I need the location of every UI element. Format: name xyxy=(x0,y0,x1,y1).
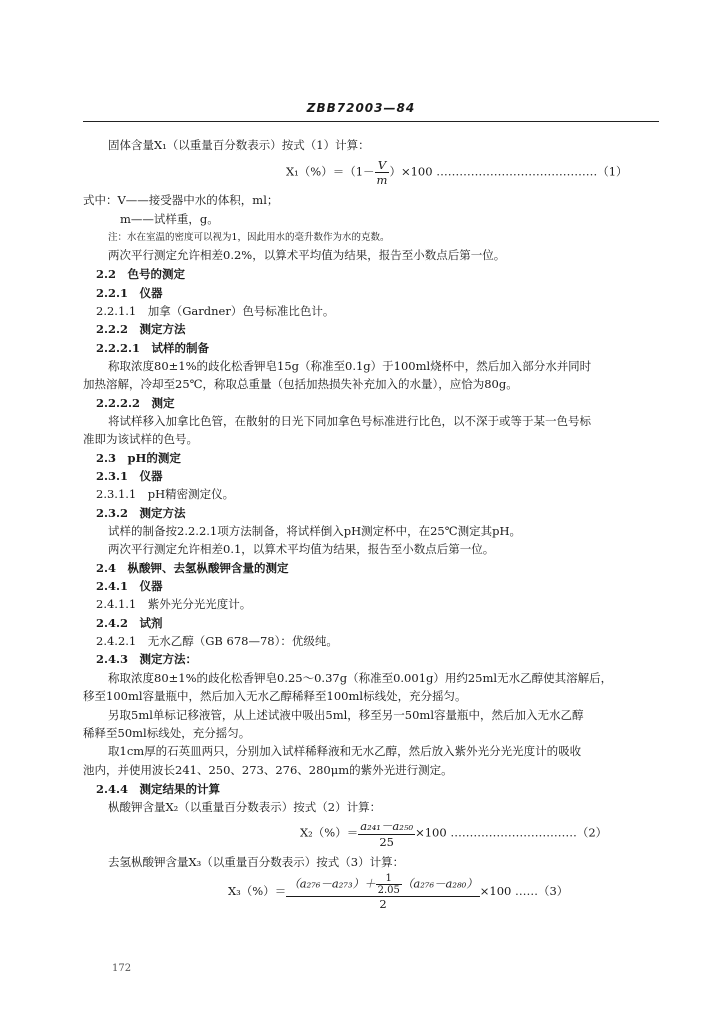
eq3-denominator: 2 xyxy=(379,897,387,911)
eq3-term-b: （a₂₇₆－a₂₈₀） xyxy=(401,876,478,891)
section-heading: 2.2.2.2 测定 xyxy=(96,396,175,410)
section-heading: 2.4.4 测定结果的计算 xyxy=(96,782,221,796)
text-line: 移至100ml容量瓶中，然后加入无水乙醇稀释至100ml标线处，充分摇匀。 xyxy=(83,689,467,703)
eq1-rhs: ）×100 ……………………………………（1） xyxy=(389,164,628,179)
text-line: 固体含量X₁（以重量百分数表示）按式（1）计算： xyxy=(108,138,370,152)
section-heading: 2.3 pH的测定 xyxy=(96,451,181,465)
section-heading: 2.2.2 测定方法 xyxy=(96,322,186,336)
text-line: 取1cm厚的石英皿两只，分别加入试样稀释液和无水乙醇，然后放入紫外光分光光度计的吸收 xyxy=(108,744,582,758)
section-heading: 2.3.1 仪器 xyxy=(96,469,163,483)
eq2-numerator: a₂₄₁－a₂₅₀ xyxy=(360,819,414,833)
note-line: 注：水在室温的密度可以视为1，因此用水的毫升数作为水的克数。 xyxy=(108,232,390,243)
equation-1 xyxy=(286,158,628,187)
eq3-fraction xyxy=(286,873,480,911)
eq3-inner-denominator: 2.05 xyxy=(377,885,400,896)
text-line: 池内，并使用波长241、250、273、276、280μm的紫外光进行测定。 xyxy=(83,763,453,777)
text-line: 式中：V——接受器中水的体积，ml； xyxy=(83,193,279,207)
text-line: m——试样重，g。 xyxy=(120,212,219,226)
eq3-lhs: X₃（%）＝ xyxy=(228,884,287,898)
text-line: 加热溶解，冷却至25℃，称取总重量（包括加热损失补充加入的水量），应恰为80g。 xyxy=(83,377,518,391)
text-line: 2.2.1.1 加拿（Gardner）色号标准比色计。 xyxy=(96,304,335,318)
text-line: 2.4.1.1 紫外光分光光度计。 xyxy=(96,597,252,611)
text-line: 称取浓度80±1%的歧化松香钾皂15g（称准至0.1g）于100ml烧杯中，然后加入部分水并同时 xyxy=(108,359,592,373)
section-heading: 2.4.1 仪器 xyxy=(96,579,163,593)
text-line: 试样的制备按2.2.2.1项方法制备，将试样倒入pH测定杯中，在25℃测定其pH。 xyxy=(108,524,522,538)
text-line: 稀释至50ml标线处，充分摇匀。 xyxy=(83,726,251,740)
eq2-lhs: X₂（%）＝ xyxy=(300,825,359,840)
eq2-fraction xyxy=(358,818,415,849)
eq1-fraction xyxy=(375,158,390,187)
section-heading: 2.2 色号的测定 xyxy=(96,267,186,281)
section-heading: 2.4.2 试剂 xyxy=(96,616,163,630)
eq3-term-a: （a₂₇₆－a₂₇₃）＋ xyxy=(288,876,376,891)
eq3-numerator xyxy=(286,873,480,897)
text-line: 另取5ml单标记移液管，从上述试液中吸出5ml，移至另一50ml容量瓶中，然后加入无水乙醇 xyxy=(108,708,584,722)
text-line: 将试样移入加拿比色管，在散射的日光下同加拿色号标准进行比色，以不深于或等于某一色号标 xyxy=(108,414,591,428)
eq2-rhs: ×100 ……………………………（2） xyxy=(415,825,608,840)
text-line: 准即为该试样的色号。 xyxy=(83,432,198,446)
eq3-rhs: ×100 ……（3） xyxy=(479,884,569,898)
equation-3 xyxy=(228,873,568,911)
eq3-inner-numerator: 1 xyxy=(376,873,402,885)
text-line: 枞酸钾含量X₂（以重量百分数表示）按式（2）计算： xyxy=(108,800,382,814)
page-header: ZBB72003—84 xyxy=(306,101,416,115)
section-heading: 2.4.3 测定方法： xyxy=(96,652,198,666)
text-line: 两次平行测定允许相差0.1，以算术平均值为结果，报告至小数点后第一位。 xyxy=(108,542,495,556)
text-line: 去氢枞酸钾含量X₃（以重量百分数表示）按式（3）计算： xyxy=(108,855,405,869)
eq1-denominator: m xyxy=(376,173,388,187)
eq1-lhs: X₁（%）＝（1－ xyxy=(286,164,375,179)
eq3-inner-fraction xyxy=(376,873,402,896)
section-heading: 2.2.1 仪器 xyxy=(96,286,163,300)
eq2-denominator: 25 xyxy=(379,835,394,849)
section-heading: 2.2.2.1 试样的制备 xyxy=(96,341,210,355)
section-heading: 2.3.2 测定方法 xyxy=(96,506,186,520)
text-line: 称取浓度80±1%的歧化松香钾皂0.25～0.37g（称准至0.001g）用约25ml无水乙醇使其溶解后， xyxy=(108,671,613,685)
equation-2 xyxy=(300,818,607,849)
text-line: 2.4.2.1 无水乙醇（GB 678—78）：优级纯。 xyxy=(96,634,338,648)
header-rule xyxy=(83,121,659,122)
eq1-numerator: V xyxy=(375,158,390,173)
page-number: 172 xyxy=(112,963,132,974)
section-heading: 2.4 枞酸钾、去氢枞酸钾含量的测定 xyxy=(96,561,289,575)
text-line: 两次平行测定允许相差0.2%，以算术平均值为结果，报告至小数点后第一位。 xyxy=(108,248,506,262)
text-line: 2.3.1.1 pH精密测定仪。 xyxy=(96,487,235,501)
